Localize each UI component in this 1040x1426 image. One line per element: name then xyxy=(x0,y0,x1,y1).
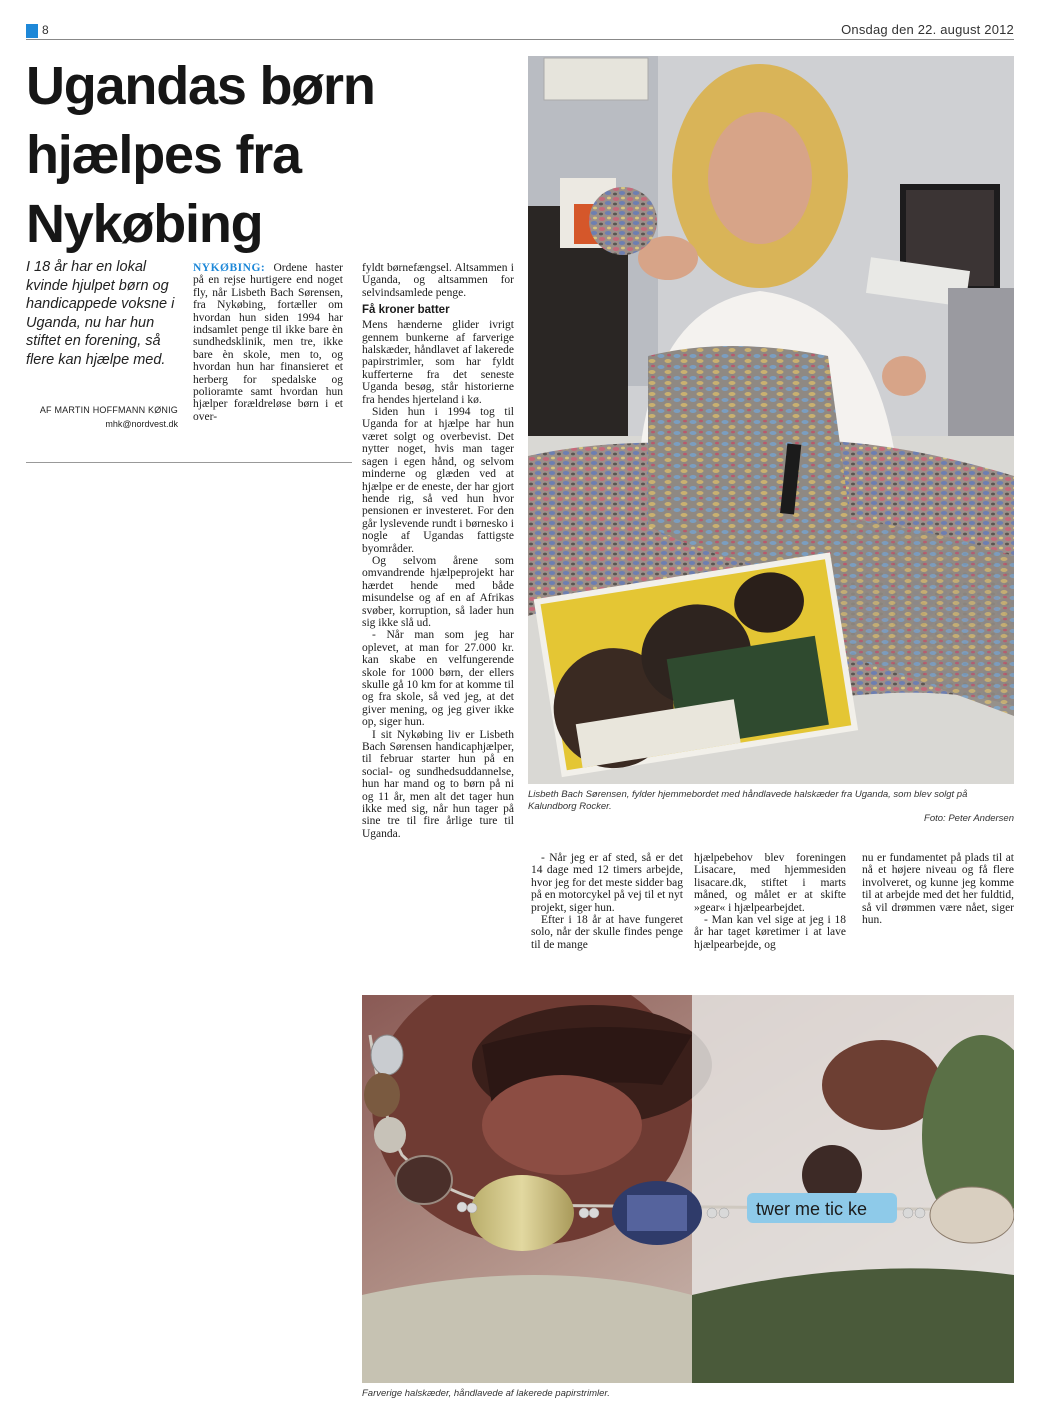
byline: AF MARTIN HOFFMANN KØNIG xyxy=(39,405,178,415)
opening-paragraph xyxy=(193,262,343,423)
page-marker xyxy=(26,24,38,38)
opening-text: Ordene haster på en rejse hurtigere end noget fly, når Lisbeth Bach Sørensen, fra Nykøbing, fortæller om hvordan hun siden 1994 har indsamlet penge til ikke bare èn sundhedsklinik, men tre, ikke bare èn skole, men to, og hvordan hun har finansieret et herberg for spedalske og polioramte samt hvordan hun hjælper forældreløse børn i et over- xyxy=(193,262,343,423)
caption-text: Lisbeth Bach Sørensen, fylder hjemmebordet med håndlavede halskæder fra Uganda, som blev solgt på Kalundborg Rocker. xyxy=(528,789,968,812)
subheading: Få kroner batter xyxy=(362,304,450,317)
photo-necklaces-table xyxy=(528,56,1014,784)
photo-caption: Farverige halskæder, håndlavede af lakerede papirstrimler. xyxy=(362,1388,610,1399)
body-column-1 xyxy=(193,262,343,423)
closeup-illustration xyxy=(362,995,1014,1383)
body-paragraph: - Når jeg er af sted, så er det 14 dage med 12 timers arbejde, hvor jeg for det meste sidder bag på en motorcykel på vej til et nyt projekt, siger hun. xyxy=(531,852,683,914)
body-paragraph: - Man kan vel sige at jeg i 18 år har taget køretimer i at lave hjælpearbejde, og xyxy=(694,914,846,951)
body-paragraph: Mens hænderne glider ivrigt gennem bunkerne af farverige halskæder, håndlavet af lakerede papirstrimler, som har fyldt kufferterne fra det seneste Uganda besøg, står historierne fra hendes hjerteland i kø. xyxy=(362,319,514,406)
body-column-3 xyxy=(531,852,683,951)
author-email: mhk@nordvest.dk xyxy=(105,419,178,429)
body-paragraph: Efter i 18 år at have fungeret solo, når der skulle findes penge til de mange xyxy=(531,914,683,951)
photo-illustration xyxy=(528,56,1014,784)
photo-credit: Foto: Peter Andersen xyxy=(924,813,1014,824)
body-paragraph: hjælpebehov blev foreningen Lisacare, med hjemmesiden lisacare.dk, stiftet i marts måned, og målet er at skifte »gear« i hjælpearbejdet. xyxy=(694,852,846,914)
body-paragraph: nu er fundamentet på plads til at nå et højere niveau og få flere involveret, og kunne jeg komme til at arbejde med det her fuldtid, så vil drømmen være nået, siger hun. xyxy=(862,852,1014,927)
photo-bead-closeup xyxy=(362,995,1014,1383)
bead-text: twer me tic ke xyxy=(756,1199,868,1219)
photo-caption xyxy=(528,789,1014,825)
header-rule xyxy=(26,39,1014,40)
headline: Ugandas børn hjælpes fra Nykøbing xyxy=(26,56,375,254)
body-paragraph: - Når man som jeg har oplevet, at man for 27.000 kr. kan skabe en velfungerende skole for 1000 børn, der ellers skulle gå 10 km for at komme til og fra skole, så ved jeg, at det giver mening, og jeg giver ikke op, siger hun. xyxy=(362,629,514,729)
page-number: 8 xyxy=(42,23,49,37)
body-paragraph: Og selvom årene som omvandrende hjælpeprojekt har hærdet hende med både misundelse og af en af Afrikas svøber, korruption, så lader hun sig ikke slå ud. xyxy=(362,554,514,629)
body-paragraph: I sit Nykøbing liv er Lisbeth Bach Sørensen handicaphjælper, til februar starter hun på en social- og sundhedsuddannelse, hun har mand og to børn på ni og 11 år, men alt det tager hun ikke med sig, når hun tager på sine tre til fire årlige ture til Uganda. xyxy=(362,728,514,840)
body-paragraph: Siden hun i 1994 tog til Uganda for at hjælpe har hun været solgt og overbevist. Det nytter noget, hvis man tager sagen i egen hånd, og selvom minderne og glæden ved at hjælpe er de eneste, der har gjort hende rig, så ved hun hvor pensionen er investeret. For den går lyslevende rundt i børnesko i nogle af Ugandas fattigste byområder. xyxy=(362,406,514,555)
body-paragraph: fyldt børnefængsel. Altsammen i Uganda, og altsammen for selvindsamlede penge. xyxy=(362,262,514,299)
issue-date: Onsdag den 22. august 2012 xyxy=(841,22,1014,37)
body-column-2 xyxy=(362,262,514,840)
lead-paragraph: I 18 år har en lokal kvinde hjulpet børn og handicappede voksne i Uganda, nu har hun stiftet en forening, så flere kan hjælpe med. xyxy=(26,259,175,368)
body-column-4 xyxy=(694,852,846,951)
dateline-kicker: NYKØBING: xyxy=(193,262,266,274)
body-column-5 xyxy=(862,852,1014,926)
lead-divider xyxy=(26,462,352,463)
